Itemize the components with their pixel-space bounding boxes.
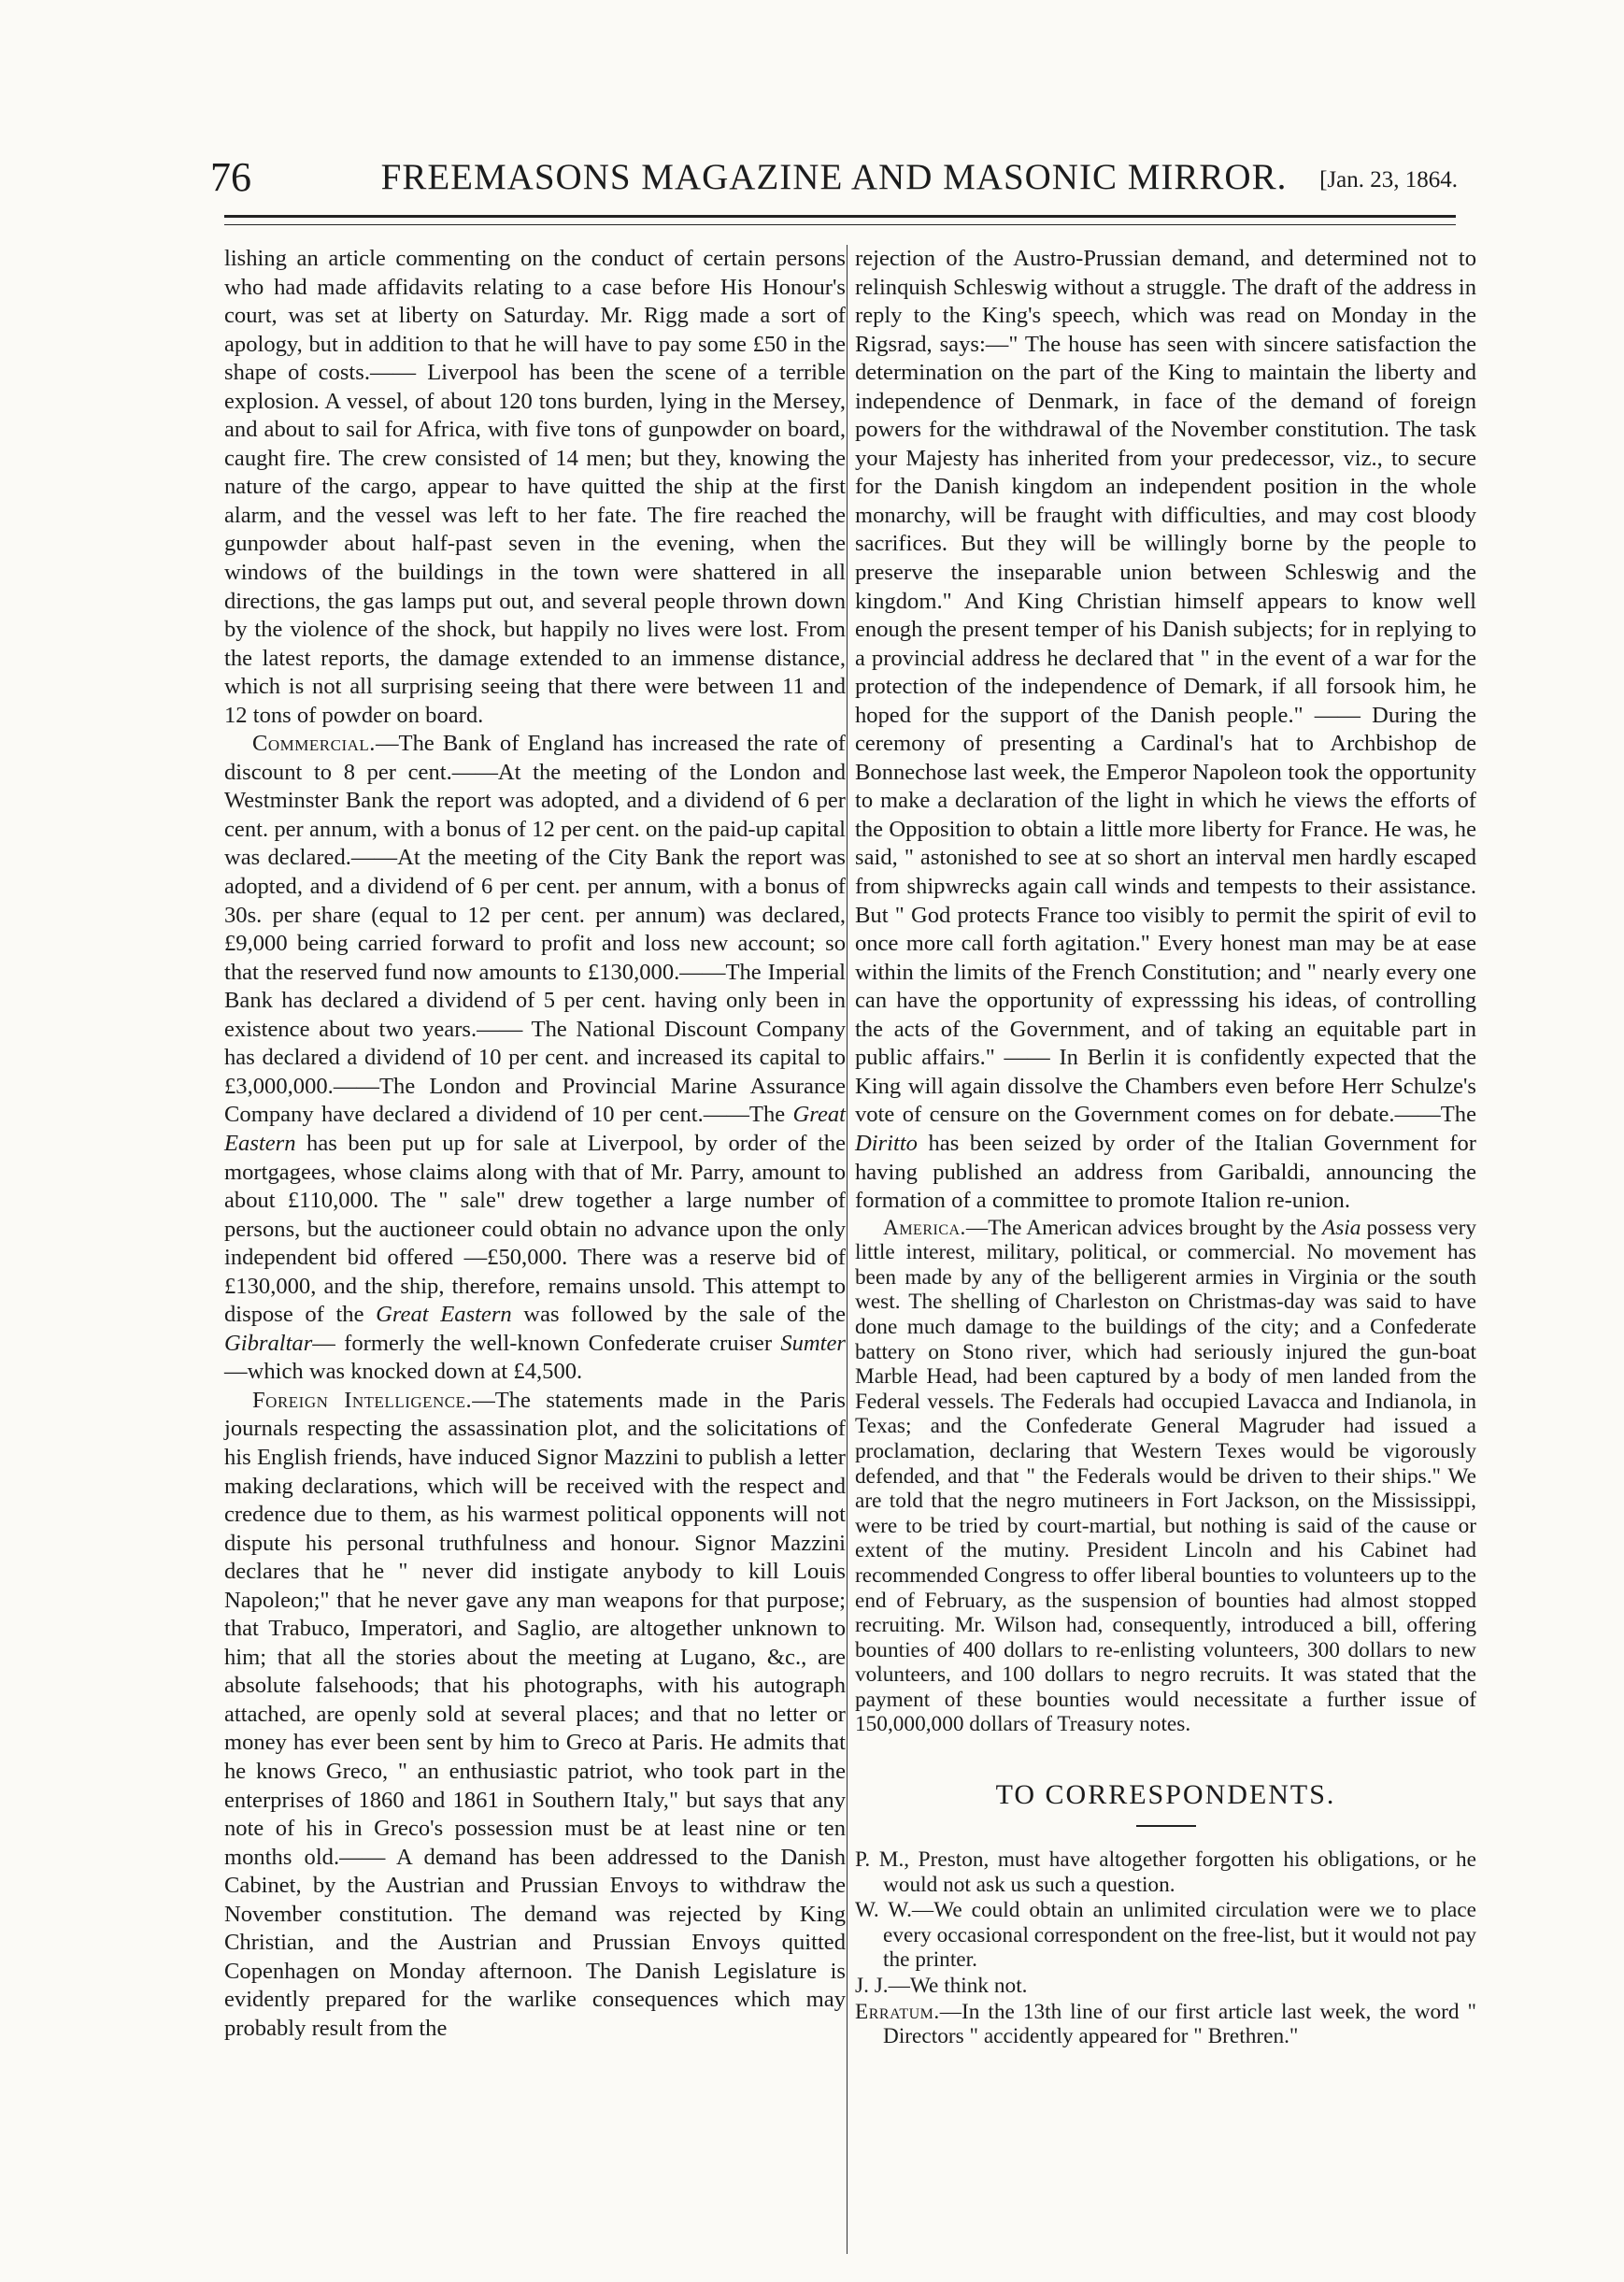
section-label-america: America. xyxy=(883,1215,966,1240)
america-paragraph xyxy=(855,1216,1476,1737)
left-column xyxy=(224,245,846,2043)
section-label-commercial: Commercial. xyxy=(252,731,376,757)
ship-name: Great Eastern xyxy=(224,1102,846,1156)
erratum-label: Erratum. xyxy=(855,1999,940,2024)
magazine-title: FREEMASONS MAGAZINE AND MASONIC MIRROR. xyxy=(380,157,1288,197)
heading-rule xyxy=(1136,1825,1196,1827)
foreign-text: —The statements made in the Paris journals respecting the assassination plot, and the solicitations of his English friends, have induced Signor Mazzini to publish a letter making declarations, which will be received with the respect and credence due to them, as his warmest political opponents will not dispute his personal truthfulness and honour. Signor Mazzini declares that he " never did instigate anybody to kill Louis Napoleon;" that he never gave any man weapons for that purpose; that Trabuco, Imperatori, and Saglio, are altogether unknown to him; that all the stories about the meeting at Lugano, &c., are absolute falsehoods; that his photographs, with his autograph attached, are openly sold at several places; and that no letter or money has ever been sent by him to Greco at Paris. He admits that he knows Greco, " an enthusiastic patriot, who took part in the enterprises of 1860 and 1861 in Southern Italy," but says that any note of his in Greco's possession must be at least nine or ten months old.—— A demand has been addressed to the Danish Cabinet, by the Austrian and Prussian Envoys to withdraw the November constitution. The demand was rejected by King Christian, and the Austrian and Prussian Envoys quitted Copenhagen on Monday afternoon. The Danish Legislature is evidently prepared for the warlike consequences which may probably result from the xyxy=(224,1387,846,2041)
correspondent-note: P. M., Preston, must have altogether forgotten his obligations, or he would not ask us such a question. xyxy=(855,1847,1476,1897)
page-header xyxy=(210,150,1458,206)
correspondents-heading: TO CORRESPONDENTS. xyxy=(995,1779,1336,1811)
commercial-paragraph xyxy=(224,730,846,1387)
article-paragraph xyxy=(855,245,1476,1216)
commercial-text: —The Bank of England has increased the rate of discount to 8 per cent.——At the meeting of the London and Westminster Bank the report was adopted, and a dividend of 6 per cent. per annum, with a bonus of 12 per cent. on the paid-up capital was declared.——At the meeting of the City Bank the report was adopted, and a dividend of 6 per cent. per annum, with a bonus of 30s. per share (equal to 12 per cent. per annum) was declared, £9,000 being carried forward to profit and loss new account; so that the reserved fund now amounts to £130,000.——The Imperial Bank has declared a dividend of 5 per cent. having only been in existence about two years.—— The National Discount Company has declared a dividend of 10 per cent. and increased its capital to £3,000,000.——The London and Provincial Marine Assurance Company have declared a dividend of 10 per cent.——The xyxy=(224,731,846,1128)
issue-date: [Jan. 23, 1864. xyxy=(1319,167,1458,193)
commercial-text: was followed by the sale of the xyxy=(511,1302,846,1328)
ship-name: Great Eastern xyxy=(376,1302,512,1328)
column-divider xyxy=(847,245,848,2254)
erratum-text: —In the 13th line of our first article last week, the word " Directors " accidently appeared for " Brethren." xyxy=(883,1999,1476,2049)
ship-name: Sumter xyxy=(780,1330,846,1356)
commercial-text: — formerly the well-known Confederate cruiser xyxy=(312,1330,781,1356)
america-text: —The American advices brought by the xyxy=(965,1215,1322,1240)
foreign-continued-text: rejection of the Austro-Prussian demand, and determined not to relinquish Schleswig without a struggle. The draft of the address in reply to the King's speech, which was read on Monday in the Rigsrad, says:—" The house has seen with sincere satisfaction the determination on the part of the King to maintain the liberty and independence of Denmark, in face of the demand of foreign powers for the withdrawal of the November constitution. The task your Majesty has inherited from your predecessor, viz., to secure for the Danish kingdom an independent position in the whole monarchy, will be fraught with difficulties, and may cost bloody sacrifices. But they will be willingly borne by the people to preserve the inseparable union between Schleswig and the kingdom." And King Christian himself appears to know well enough the present temper of his Danish subjects; for in replying to a provincial address he declared that " in the event of a war for the protection of the independence of Demark, if all forsook him, he hoped for the support of the Danish people." —— During the ceremony of presenting a Cardinal's hat to Archbishop de Bonnechose last week, the Emperor Napoleon took the opportunity to make a declaration of the light in which he views the efforts of the Opposition to obtain a little more liberty for France. He was, he said, " astonished to see at so short an interval men hardly escaped from shipwrecks again call winds and tempests to their assistance. But " God protects France too visibly to permit the spirit of evil to once more call forth agitation." Every honest man may be at ease within the limits of the French Constitution; and " nearly every one can have the opportunity of expresssing his ideas, of controlling the acts of the Government, and of taking an equitable part in public affairs." —— In Berlin it is confidently expected that the King will again dissolve the Chambers even before Herr Schulze's vote of censure on the Government comes on for debate.——The xyxy=(855,246,1476,1128)
right-column xyxy=(855,245,1476,2050)
america-text: possess very little interest, military, political, or commercial. No movement has been made by any of the belligerent armies in Virginia or the south west. The shelling of Charleston on Christmas-day was said to have done much damage to the buildings of the city; and a Confederate battery on Stono river, which had seriously injured the gun-boat Marble Head, had been captured by a body of men landed from the Federal vessels. The Federals had occupied Lavacca and Indianola, in Texas; and the Confederate General Magruder had issued a proclamation, declaring that Western Texes would be vigorously defended, and that " the Federals would be driven to their ships." We are told that the negro mutineers in Fort Jackson, on the Mississippi, were to be tried by court-martial, but nothing is said of the cause or extent of the mutiny. President Lincoln and his Cabinet had recommended Congress to offer liberal bounties to volunteers up to the end of February, as the suspension of bounties had almost stopped recruiting. Mr. Wilson had, consequently, introduced a bill, offering bounties of 400 dollars to re-enlisting volunteers, 300 dollars to new volunteers, and 100 dollars to negro recruits. It was stated that the payment of these bounties would necessitate a further issue of 150,000,000 dollars of Treasury notes. xyxy=(855,1215,1476,1737)
ship-name: Gibraltar xyxy=(224,1330,313,1356)
foreign-continued-text: has been seized by order of the Italian Government for having published an address from Garibaldi, announcing the formation of a committee to promote Italion re-union. xyxy=(855,1130,1476,1214)
correspondent-note: W. W.—We could obtain an unlimited circulation were we to place every occasional correspondent on the free-list, but it would not pay the printer. xyxy=(855,1898,1476,1973)
erratum-note xyxy=(855,2000,1476,2049)
section-label-foreign: Foreign Intelligence. xyxy=(252,1387,473,1413)
correspondent-note: J. J.—We think not. xyxy=(855,1974,1028,1999)
correspondents-list xyxy=(855,1847,1476,2049)
commercial-text: has been put up for sale at Liverpool, by order of the mortgagees, whose claims along with that of Mr. Parry, amount to about £110,000. The " sale" drew together a large number of persons, but the auctioneer could obtain no advance upon the only independent bid offered —£50,000. There was a reserve bid of £130,000, and the ship, therefore, remains unsold. This attempt to dispose of the xyxy=(224,1130,846,1328)
commercial-text: —which was knocked down at £4,500. xyxy=(224,1359,583,1385)
article-paragraph: lishing an article commenting on the conduct of certain persons who had made affidavits relating to a case before His Honour's court, was set at liberty on Saturday. Mr. Rigg made a sort of apology, but in addition to that he will have to pay some £50 in the shape of costs.—— Liverpool has been the scene of a terrible explosion. A vessel, of about 120 tons burden, lying in the Mersey, and about to sail for Africa, with five tons of gunpowder on board, caught fire. The crew consisted of 14 men; but they, knowing the nature of the cargo, appear to have quitted the ship at the first alarm, and the vessel was left to her fate. The fire reached the gunpowder about half-past seven in the evening, when the windows of the buildings in the town were shattered in all directions, the gas lamps put out, and several people thrown down by the violence of the shock, but happily no lives were lost. From the latest reports, the damage extended to an immense distance, which is not all surprising seeing that there were between 11 and 12 tons of powder on board. xyxy=(224,246,846,728)
header-rule-thick xyxy=(224,215,1456,218)
header-rule-thin xyxy=(224,224,1456,225)
page-number: 76 xyxy=(210,154,251,200)
ship-name: Asia xyxy=(1321,1215,1361,1240)
newspaper-name: Diritto xyxy=(855,1130,918,1156)
foreign-paragraph xyxy=(224,1387,846,2044)
